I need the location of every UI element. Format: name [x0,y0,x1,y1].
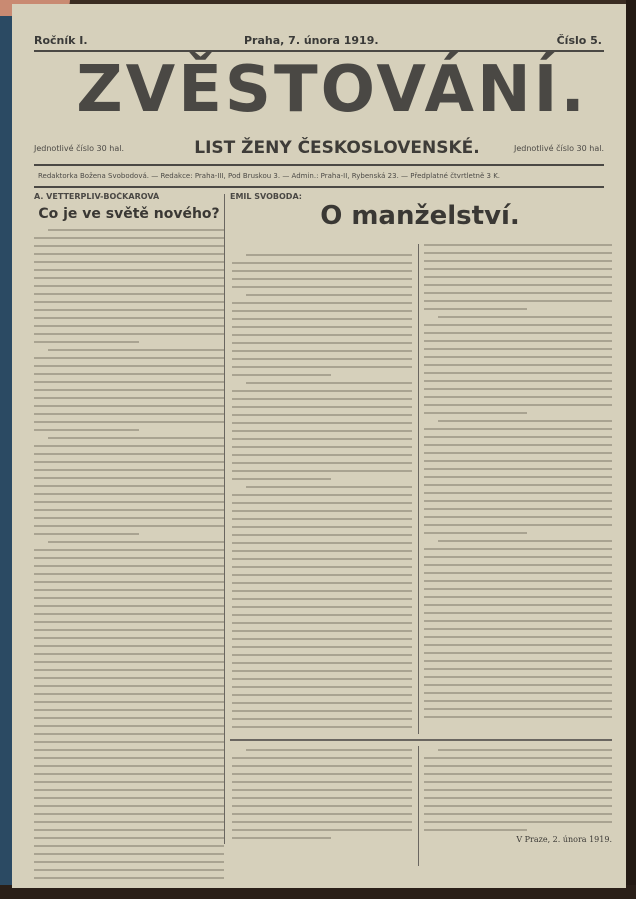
price-right: Jednotlivé číslo 30 hal. [513,144,604,153]
left-article-title: Co je ve světě nového? [38,206,220,222]
right-column [424,244,612,734]
left-article-text [34,229,224,882]
column-rule-1 [224,194,225,844]
newspaper-page [12,4,626,888]
lower-right-text [424,749,612,831]
issue-number: Číslo 5. [556,34,602,47]
column-rule-3 [418,746,419,866]
imprint-line: Redaktorka Božena Svobodová. — Redakce: Praha-III, Pod Bruskou 3. — Admin.: Praha-II, Rybenská 23. — Předplatné čtvrtletně 3 K. [38,172,501,180]
price-left: Jednotlivé číslo 30 hal. [34,144,125,153]
background-right [626,0,636,899]
main-article-byline: EMIL SVOBODA: [230,192,302,201]
masthead-rule-mid [34,164,604,166]
left-article-byline: A. VETTERPLIV-BOČKAROVÁ [34,192,160,201]
closing-dateline: V Praze, 2. února 1919. [516,835,612,844]
section-rule [230,739,612,741]
newspaper-subtitle: LIST ŽENY ČESKOSLOVENSKÉ. [194,138,480,158]
lower-middle-column [232,749,412,859]
lower-middle-text [232,749,412,839]
middle-column-text [232,254,412,728]
main-article-title: O manželství. [320,201,520,231]
volume-label: Ročník I. [34,34,88,47]
main-article-header [230,192,610,252]
newspaper-title: ZVĚSTOVÁNÍ. [76,53,588,127]
masthead-rule-bottom [34,186,604,188]
left-column [34,192,224,882]
middle-column [232,254,412,734]
right-column-text [424,244,612,718]
column-rule-2 [418,244,419,734]
date-label: Praha, 7. února 1919. [244,34,379,47]
lower-right-column [424,749,612,869]
masthead-rule-top [34,50,604,52]
